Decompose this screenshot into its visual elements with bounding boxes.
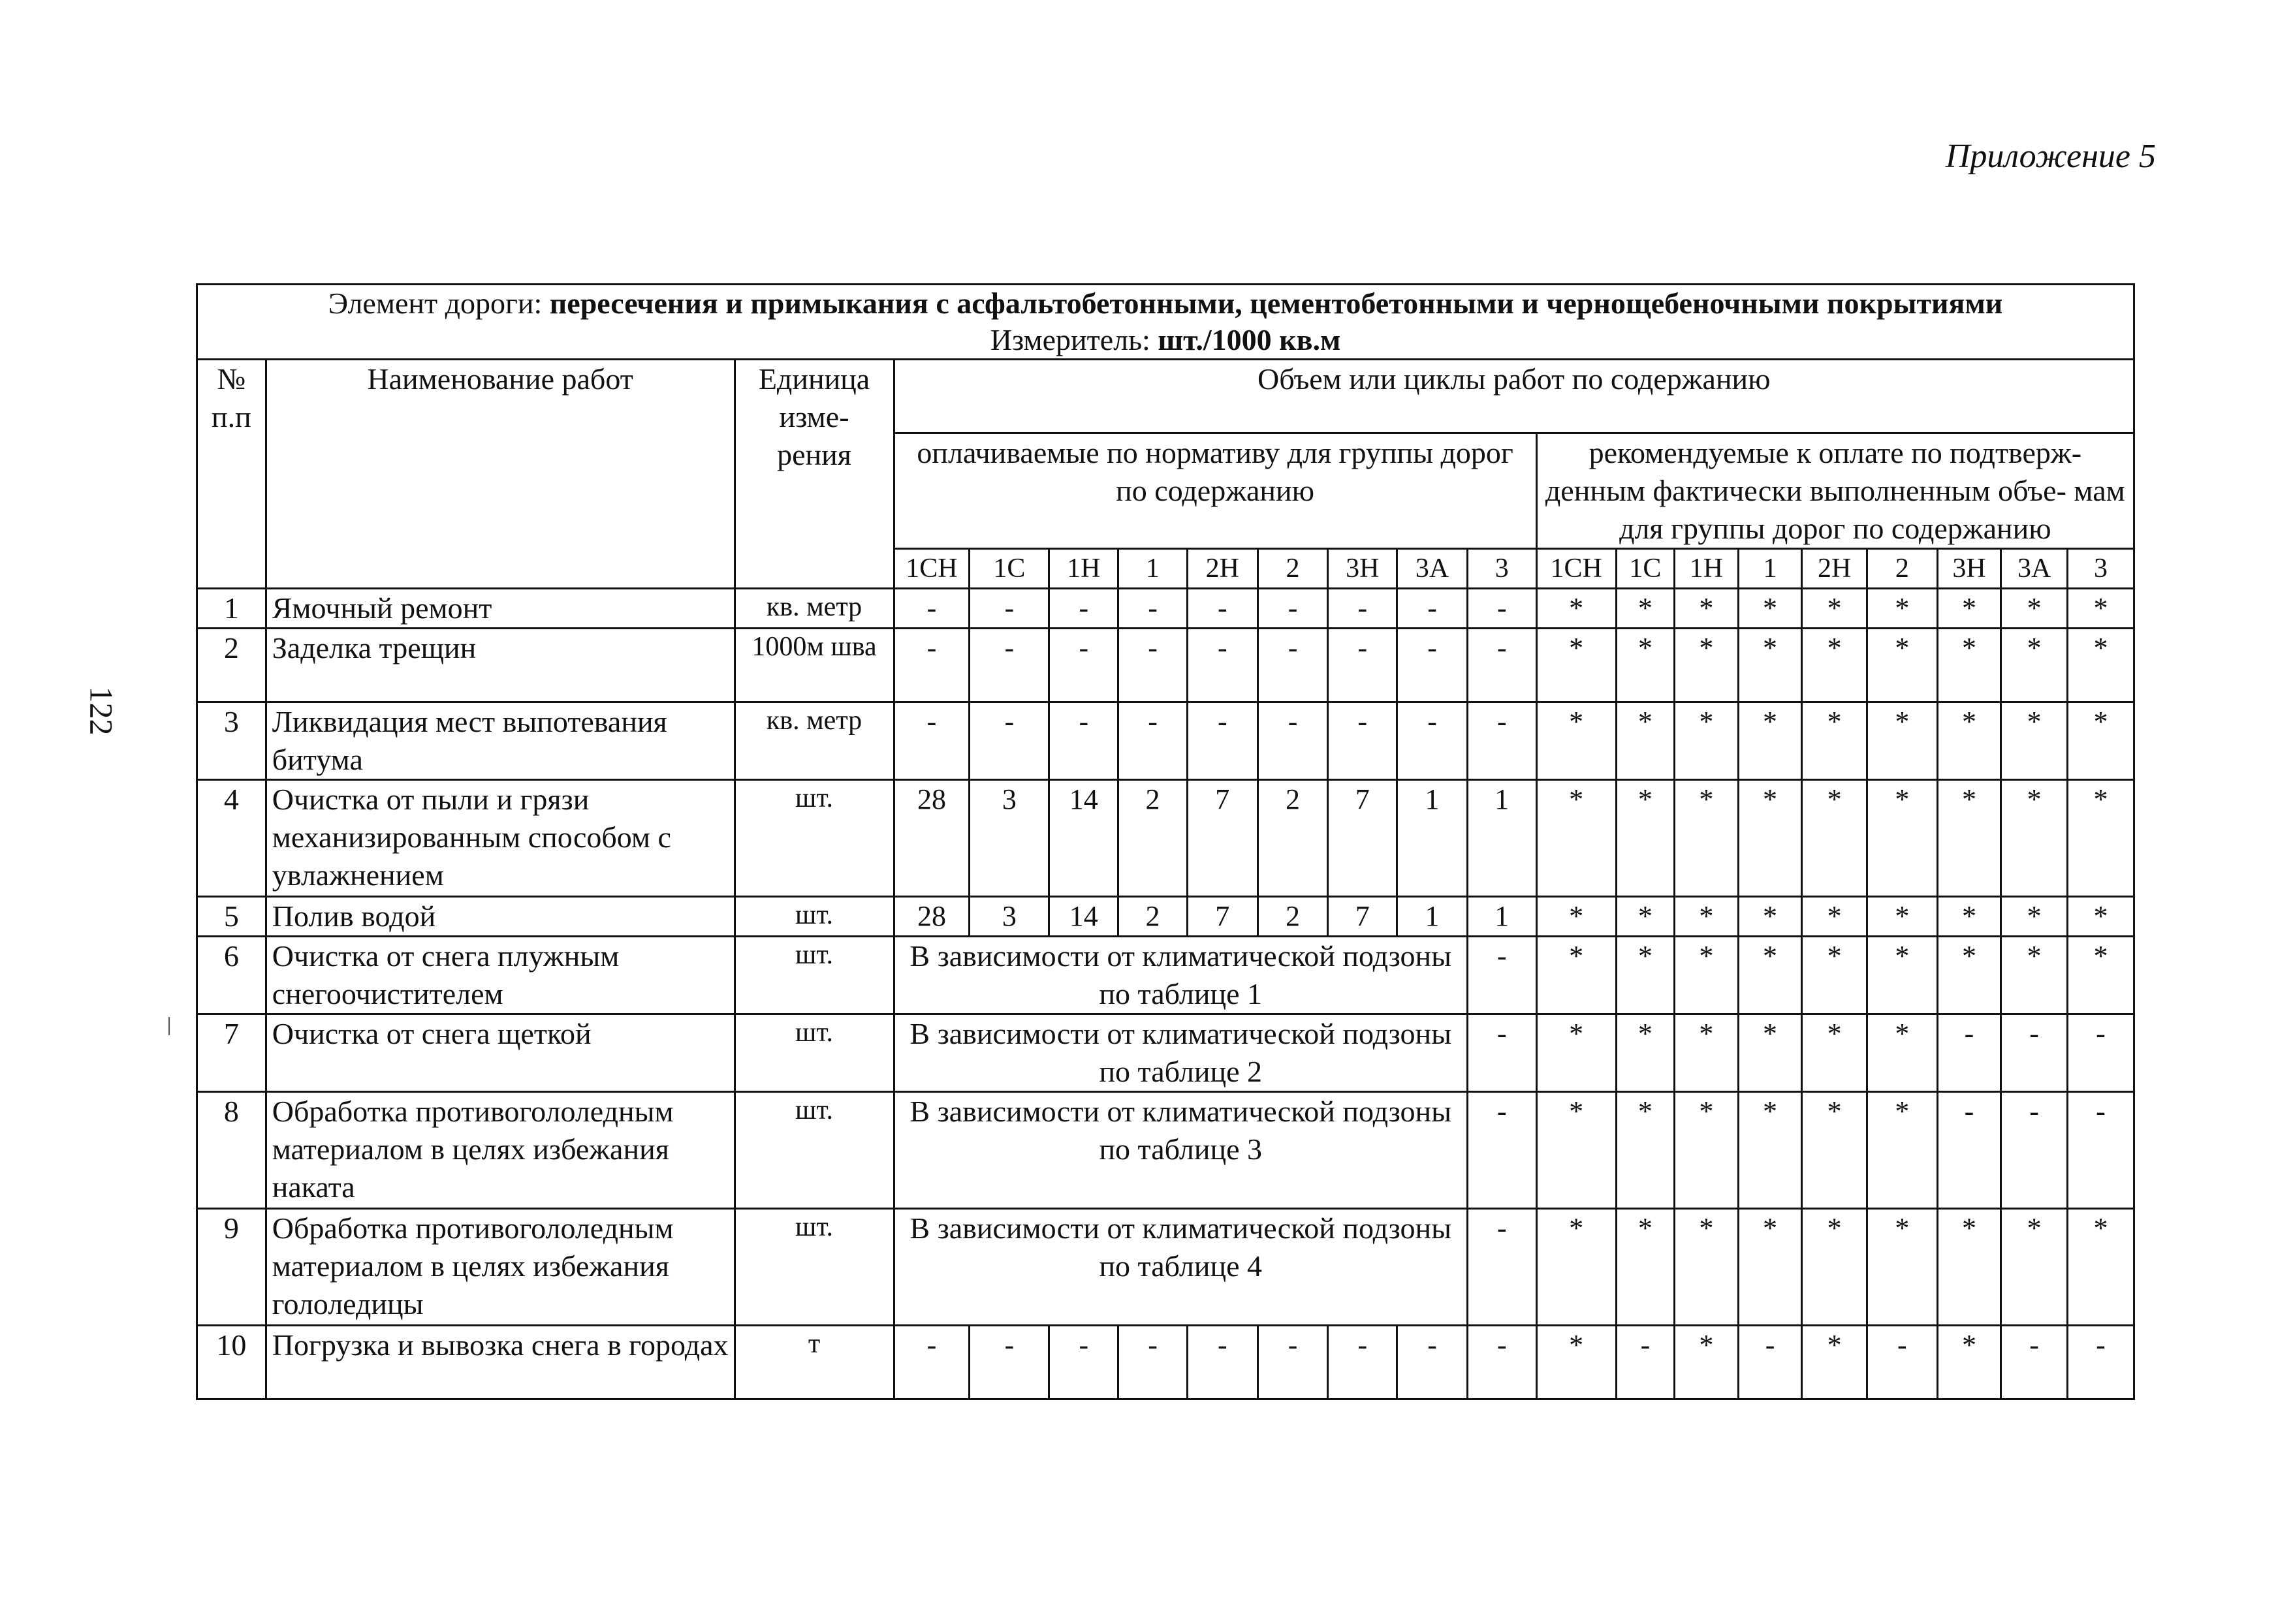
row-number: 5: [197, 897, 266, 937]
paid-value: -: [1328, 1326, 1397, 1399]
climate-subzone-note: В зависимости от климатической подзоны по таблице 4: [894, 1209, 1467, 1326]
unit-of-measure: шт.: [735, 1209, 894, 1326]
recommended-value: *: [1867, 702, 1937, 780]
paid-value: 2: [1118, 780, 1188, 897]
recommended-group-code: 3: [2067, 549, 2134, 589]
paid-value: -: [894, 589, 970, 629]
paid-group-code: 2Н: [1187, 549, 1257, 589]
table-row: [197, 1326, 2134, 1399]
recommended-value: *: [1867, 937, 1937, 1014]
recommended-value: *: [1536, 937, 1616, 1014]
row-number: 4: [197, 780, 266, 897]
recommended-value: *: [1675, 780, 1739, 897]
recommended-value: *: [1738, 1209, 1802, 1326]
recommended-value: *: [1536, 1092, 1616, 1209]
meter-value: шт./1000 кв.м: [1158, 323, 1341, 356]
paid-value: -: [970, 629, 1049, 702]
recommended-value: -: [1738, 1326, 1802, 1399]
recommended-group-code: 2Н: [1802, 549, 1867, 589]
recommended-value: *: [1675, 1209, 1739, 1326]
paid-group-code: 1СН: [894, 549, 970, 589]
paid-value: -: [1118, 1326, 1188, 1399]
unit-of-measure: 1000м шва: [735, 629, 894, 702]
recommended-value: *: [1802, 589, 1867, 629]
table-row: [197, 589, 2134, 629]
recommended-value: *: [1802, 1092, 1867, 1209]
paid-value: -: [1257, 702, 1328, 780]
recommended-value: *: [1738, 1092, 1802, 1209]
paid-value: 7: [1328, 780, 1397, 897]
recommended-value: *: [2067, 589, 2134, 629]
recommended-value: *: [1738, 589, 1802, 629]
recommended-value: *: [1616, 702, 1674, 780]
col-name-header: Наименование работ: [266, 360, 735, 589]
paid-value: 1: [1467, 897, 1536, 937]
work-name: Очистка от снега плужным снегоочистителем: [266, 937, 735, 1014]
paid-value: -: [1467, 702, 1536, 780]
paid-value: -: [970, 702, 1049, 780]
row-number: 1: [197, 589, 266, 629]
recommended-value: -: [2001, 1092, 2068, 1209]
row-number: 10: [197, 1326, 266, 1399]
table-heading: [197, 285, 2134, 360]
recommended-value: -: [1937, 1014, 2001, 1092]
paid-value: -: [1257, 589, 1328, 629]
recommended-value: *: [1802, 937, 1867, 1014]
col-recommended-header: рекомендуемые к оплате по подтверж- денным фактически выполненным объе- мам для группы дорог по содержанию: [1536, 433, 2134, 549]
recommended-value: *: [1867, 780, 1937, 897]
row-number: 6: [197, 937, 266, 1014]
recommended-value: *: [1616, 1014, 1674, 1092]
paid-value: -: [1049, 589, 1118, 629]
road-element-value: пересечения и примыкания с асфальтобетонными, цементобетонными и чернощебеночными покрытиями: [549, 287, 2003, 320]
page-number: 122: [83, 686, 120, 736]
recommended-value: *: [1616, 780, 1674, 897]
work-name: Погрузка и вывозка снега в городах: [266, 1326, 735, 1399]
paid-group-code: 3А: [1397, 549, 1468, 589]
paid-value: 3: [970, 780, 1049, 897]
paid-value: -: [1257, 1326, 1328, 1399]
recommended-value: *: [1802, 1209, 1867, 1326]
recommended-value: *: [1675, 1092, 1739, 1209]
recommended-value: *: [1937, 702, 2001, 780]
unit-of-measure: кв. метр: [735, 702, 894, 780]
recommended-group-code: 3А: [2001, 549, 2068, 589]
recommended-value: *: [1802, 702, 1867, 780]
recommended-value: *: [1867, 629, 1937, 702]
climate-subzone-note: В зависимости от климатической подзоны по таблице 1: [894, 937, 1467, 1014]
recommended-group-code: 3Н: [1937, 549, 2001, 589]
recommended-value: *: [1675, 937, 1739, 1014]
unit-of-measure: шт.: [735, 897, 894, 937]
paid-value: -: [1467, 937, 1536, 1014]
recommended-group-code: 1С: [1616, 549, 1674, 589]
recommended-value: *: [2001, 1209, 2068, 1326]
paid-value: -: [1328, 702, 1397, 780]
paid-value: 3: [970, 897, 1049, 937]
work-name: Обработка противогололедным материалом в целях избежания наката: [266, 1092, 735, 1209]
paid-value: 28: [894, 897, 970, 937]
recommended-value: *: [1867, 1092, 1937, 1209]
row-number: 2: [197, 629, 266, 702]
recommended-value: *: [2001, 589, 2068, 629]
paid-value: -: [1118, 702, 1188, 780]
recommended-value: *: [2067, 937, 2134, 1014]
paid-value: -: [1187, 589, 1257, 629]
recommended-value: *: [1616, 1209, 1674, 1326]
paid-value: 14: [1049, 897, 1118, 937]
paid-value: -: [1187, 629, 1257, 702]
recommended-value: *: [1937, 780, 2001, 897]
recommended-value: *: [1738, 629, 1802, 702]
recommended-value: -: [1867, 1326, 1937, 1399]
work-name: Заделка трещин: [266, 629, 735, 702]
paid-value: -: [1467, 1326, 1536, 1399]
table-row: [197, 780, 2134, 897]
recommended-value: *: [1867, 1209, 1937, 1326]
recommended-value: *: [1937, 937, 2001, 1014]
recommended-value: *: [1536, 702, 1616, 780]
climate-subzone-note: В зависимости от климатической подзоны по таблице 2: [894, 1014, 1467, 1092]
recommended-value: *: [1675, 702, 1739, 780]
recommended-group-code: 1Н: [1675, 549, 1739, 589]
recommended-value: *: [2067, 897, 2134, 937]
paid-value: -: [1467, 1092, 1536, 1209]
paid-value: 7: [1328, 897, 1397, 937]
paid-value: -: [1118, 629, 1188, 702]
recommended-value: *: [1937, 589, 2001, 629]
paid-value: -: [1257, 629, 1328, 702]
recommended-value: -: [2067, 1326, 2134, 1399]
paid-value: -: [1049, 629, 1118, 702]
paid-value: 1: [1467, 780, 1536, 897]
paid-group-code: 2: [1257, 549, 1328, 589]
work-name: Очистка от снега щеткой: [266, 1014, 735, 1092]
paid-value: -: [970, 589, 1049, 629]
recommended-value: *: [2067, 1209, 2134, 1326]
recommended-value: *: [1738, 702, 1802, 780]
recommended-value: *: [1616, 589, 1674, 629]
paid-value: -: [1467, 629, 1536, 702]
recommended-value: *: [1802, 1014, 1867, 1092]
recommended-value: *: [1937, 897, 2001, 937]
recommended-value: *: [1616, 897, 1674, 937]
paid-value: -: [1049, 702, 1118, 780]
recommended-value: *: [1536, 589, 1616, 629]
recommended-group-code: 1СН: [1536, 549, 1616, 589]
appendix-label: Приложение 5: [1945, 138, 2156, 175]
recommended-value: *: [1937, 629, 2001, 702]
paid-value: 7: [1187, 897, 1257, 937]
recommended-value: *: [1675, 1326, 1739, 1399]
recommended-value: *: [1675, 897, 1739, 937]
table-row: [197, 1092, 2134, 1209]
recommended-value: *: [1675, 629, 1739, 702]
paid-value: 1: [1397, 897, 1468, 937]
recommended-value: *: [1536, 1209, 1616, 1326]
paid-group-code: 1: [1118, 549, 1188, 589]
recommended-value: *: [1937, 1326, 2001, 1399]
unit-of-measure: шт.: [735, 780, 894, 897]
table-row: [197, 1209, 2134, 1326]
recommended-value: *: [2001, 702, 2068, 780]
recommended-value: *: [1536, 1326, 1616, 1399]
paid-value: -: [1397, 702, 1468, 780]
paid-value: -: [1397, 629, 1468, 702]
paid-value: 1: [1397, 780, 1468, 897]
recommended-value: *: [1802, 629, 1867, 702]
recommended-value: *: [2067, 780, 2134, 897]
work-name: Очистка от пыли и грязи механизированным способом с увлажнением: [266, 780, 735, 897]
paid-value: -: [1397, 589, 1468, 629]
recommended-value: *: [1675, 1014, 1739, 1092]
recommended-value: *: [1536, 780, 1616, 897]
recommended-value: *: [1738, 937, 1802, 1014]
unit-of-measure: шт.: [735, 1014, 894, 1092]
recommended-value: *: [1616, 937, 1674, 1014]
col-unit-header: Единица изме- рения: [735, 360, 894, 589]
table-row: [197, 897, 2134, 937]
recommended-value: -: [2067, 1092, 2134, 1209]
paid-value: -: [970, 1326, 1049, 1399]
recommended-value: *: [1675, 589, 1739, 629]
maintenance-table: [196, 283, 2135, 1400]
paid-value: -: [1467, 1014, 1536, 1092]
paid-value: -: [894, 702, 970, 780]
paid-value: -: [1118, 589, 1188, 629]
row-number: 3: [197, 702, 266, 780]
paid-value: -: [1328, 629, 1397, 702]
recommended-value: *: [1802, 1326, 1867, 1399]
row-number: 9: [197, 1209, 266, 1326]
recommended-value: -: [2001, 1326, 2068, 1399]
recommended-value: -: [2001, 1014, 2068, 1092]
recommended-value: *: [1536, 1014, 1616, 1092]
recommended-value: *: [1738, 780, 1802, 897]
row-number: 8: [197, 1092, 266, 1209]
table-row: [197, 629, 2134, 702]
unit-of-measure: кв. метр: [735, 589, 894, 629]
recommended-value: *: [1536, 629, 1616, 702]
paid-value: 7: [1187, 780, 1257, 897]
climate-subzone-note: В зависимости от климатической подзоны по таблице 3: [894, 1092, 1467, 1209]
recommended-value: *: [2001, 629, 2068, 702]
recommended-value: *: [1616, 1092, 1674, 1209]
recommended-value: *: [1937, 1209, 2001, 1326]
recommended-value: *: [2001, 780, 2068, 897]
recommended-value: *: [2001, 937, 2068, 1014]
work-name: Ликвидация мест выпотевания битума: [266, 702, 735, 780]
table-row: [197, 937, 2134, 1014]
work-name: Полив водой: [266, 897, 735, 937]
paid-value: -: [894, 1326, 970, 1399]
col-paid-header: оплачиваемые по нормативу для группы дорог по содержанию: [894, 433, 1536, 549]
recommended-value: *: [1738, 897, 1802, 937]
recommended-value: *: [1802, 897, 1867, 937]
paid-value: -: [1187, 702, 1257, 780]
paid-group-code: 3: [1467, 549, 1536, 589]
paid-value: 2: [1257, 897, 1328, 937]
paid-value: -: [1049, 1326, 1118, 1399]
recommended-value: *: [1867, 1014, 1937, 1092]
recommended-value: *: [1616, 629, 1674, 702]
paid-value: -: [1397, 1326, 1468, 1399]
meter-line: [203, 322, 2128, 358]
paid-value: 2: [1257, 780, 1328, 897]
work-name: Обработка противогололедным материалом в целях избежания гололедицы: [266, 1209, 735, 1326]
paid-value: -: [1467, 589, 1536, 629]
work-name: Ямочный ремонт: [266, 589, 735, 629]
recommended-value: -: [2067, 1014, 2134, 1092]
table-heading-row: [197, 285, 2134, 360]
paid-value: -: [1187, 1326, 1257, 1399]
road-element-label: Элемент дороги:: [328, 287, 543, 320]
margin-mark: [168, 1017, 170, 1035]
paid-value: -: [894, 629, 970, 702]
paid-value: -: [1467, 1209, 1536, 1326]
recommended-value: *: [2067, 702, 2134, 780]
unit-of-measure: т: [735, 1326, 894, 1399]
col-number-header: № п.п: [197, 360, 266, 589]
recommended-group-code: 1: [1738, 549, 1802, 589]
recommended-value: *: [1802, 780, 1867, 897]
paid-value: -: [1328, 589, 1397, 629]
paid-value: 14: [1049, 780, 1118, 897]
recommended-value: -: [1937, 1092, 2001, 1209]
paid-group-code: 3Н: [1328, 549, 1397, 589]
meter-label: Измеритель:: [990, 323, 1150, 356]
table-row: [197, 702, 2134, 780]
paid-group-code: 1С: [970, 549, 1049, 589]
paid-group-code: 1Н: [1049, 549, 1118, 589]
recommended-value: *: [1738, 1014, 1802, 1092]
column-header-row: [197, 360, 2134, 433]
table-row: [197, 1014, 2134, 1092]
recommended-value: *: [2001, 897, 2068, 937]
paid-value: 2: [1118, 897, 1188, 937]
unit-of-measure: шт.: [735, 1092, 894, 1209]
recommended-group-code: 2: [1867, 549, 1937, 589]
road-element-line: [203, 285, 2128, 322]
col-volume-header: Объем или циклы работ по содержанию: [894, 360, 2134, 433]
recommended-value: *: [1867, 589, 1937, 629]
recommended-value: *: [1536, 897, 1616, 937]
recommended-value: -: [1616, 1326, 1674, 1399]
unit-of-measure: шт.: [735, 937, 894, 1014]
row-number: 7: [197, 1014, 266, 1092]
recommended-value: *: [1867, 897, 1937, 937]
recommended-value: *: [2067, 629, 2134, 702]
paid-value: 28: [894, 780, 970, 897]
